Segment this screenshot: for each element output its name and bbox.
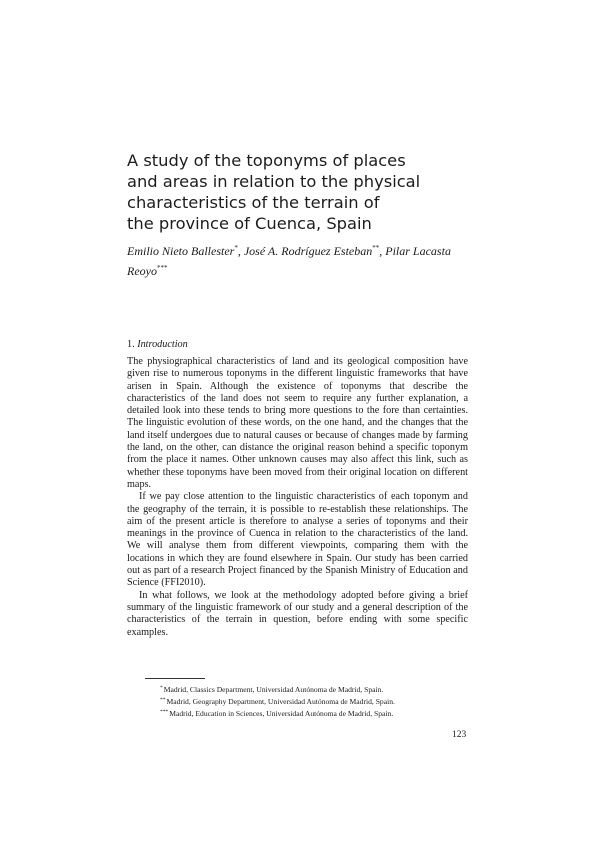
author-separator: , bbox=[379, 244, 386, 258]
author-separator: , bbox=[237, 244, 244, 258]
footnote-marker: ** bbox=[372, 244, 380, 252]
title-line: characteristics of the terrain of bbox=[127, 193, 380, 212]
footnote-text: Madrid, Classics Department, Universidad Autónoma de Madrid, Spain. bbox=[163, 685, 384, 694]
footnote bbox=[160, 695, 470, 707]
footnote-marker: *** bbox=[160, 709, 169, 715]
page-number: 123 bbox=[452, 730, 467, 740]
footnote bbox=[160, 707, 470, 719]
footnote-marker: *** bbox=[156, 264, 168, 272]
footnote-divider bbox=[145, 678, 205, 679]
footnotes bbox=[160, 683, 470, 719]
footnote-text: Madrid, Education in Sciences, Universidad Autónoma de Madrid, Spain. bbox=[169, 709, 394, 718]
section-number: 1. bbox=[127, 339, 138, 350]
footnote-marker: * bbox=[234, 244, 238, 252]
title-line: the province of Cuenca, Spain bbox=[127, 214, 372, 233]
title-line: A study of the toponyms of places bbox=[127, 151, 406, 170]
author-name: José A. Rodríguez Esteban bbox=[243, 244, 373, 258]
section-title: Introduction bbox=[137, 339, 188, 350]
footnote-marker: * bbox=[160, 685, 163, 691]
paragraph: In what follows, we look at the methodology adopted before giving a brief summary of the linguistic framework of our study and a general description of the characteristics of the terrain in question, before ending with some specific examples. bbox=[127, 589, 468, 638]
footnote-marker: ** bbox=[160, 697, 166, 703]
body-text bbox=[127, 356, 468, 639]
paragraph: The physiographical characteristics of land and its geological composition have given rise to numerous toponyms in the different linguistic frameworks that have arisen in Spain. Although the existence of toponyms that describe the characteristics of the land does not seem to require any further explanation, a detailed look into these tends to bring more questions to the fore than certainties. The linguistic evolution of these words, on the one hand, and the changes that the land itself undergoes due to natural causes or because of changes made by farming the land, on the other, can distance the original reason behind a specific toponym from the place it names. Other unknown causes may also affect this link, such as whether these toponyms have been moved from their original location on different maps. bbox=[127, 356, 468, 490]
article-title bbox=[127, 150, 427, 234]
footnote bbox=[160, 683, 470, 695]
footnote-text: Madrid, Geography Department, Universidad Autónoma de Madrid, Spain. bbox=[166, 697, 395, 706]
author-name: Pilar Lacasta Reoyo bbox=[127, 244, 451, 278]
title-line: and areas in relation to the physical bbox=[127, 172, 421, 191]
section-heading bbox=[127, 339, 188, 350]
paragraph: If we pay close attention to the linguistic characteristics of each toponym and the geography of the terrain, it is possible to re-establish these relationships. The aim of the present article is therefore to analyse a series of toponyms and their meanings in the province of Cuenca in relation to the characteristics of the land. We will analyse them from different viewpoints, comparing them with the locations in which they are found elsewhere in Spain. Our study has been carried out as part of a research Project financed by the Spanish Ministry of Education and Science (FFI2010). bbox=[127, 491, 468, 589]
author-name: Emilio Nieto Ballester bbox=[127, 244, 235, 258]
author-list bbox=[127, 240, 472, 280]
